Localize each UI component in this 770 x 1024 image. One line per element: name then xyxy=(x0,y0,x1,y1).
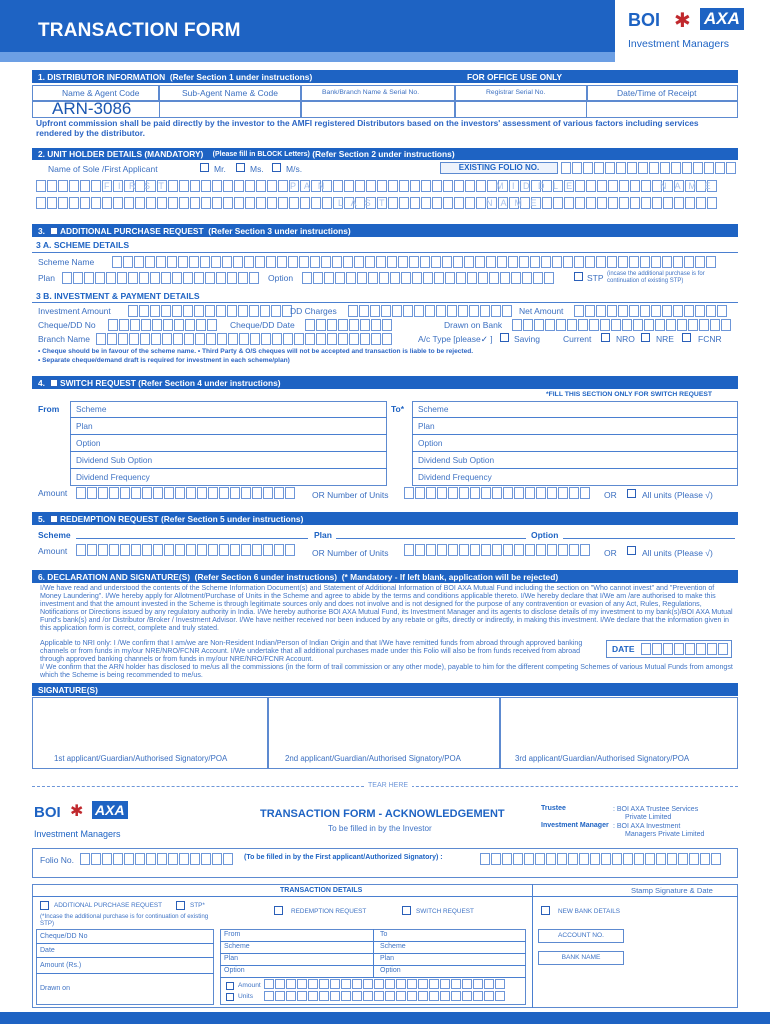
page-title: TRANSACTION FORM xyxy=(38,20,241,41)
option-boxes[interactable] xyxy=(302,272,555,284)
ack-account-no-field[interactable]: ACCOUNT NO. xyxy=(538,929,624,943)
dd-charges-boxes[interactable] xyxy=(348,305,513,317)
declaration-text: I/We have read and understood the contents of the Scheme Information Document(s) and Statement of Additional Information of BOI AXA Mutual Fund including the section on "Who cannot invest" and "Prevention of Money Laundering". I/We hereby apply for Allotment/Purchase of Units in the Scheme and agree to abide by the terms and conditions applicable thereto. I/We hereby declare that I/We am /are authorised to make this investment and that the amount invested in the Scheme is through legitimate sources only and does not involve and is not designed for the purpose of any contravention or evasion of any Act, Rules, Regulations, Notifications or Directions issued by any regulatory authority in India. I/We hereby authorise BOI AXA Mutual Fund, its Investment Manager and its agents to disclose details of my investment to my bank(s)/BOI AXA Mutual Fund's bank(s) and /or Distributor /Broker / Investment Advisor. I/We have neither received nor been induced by any rebate or gifts, directly or indirectly, in making this investment. I/We declare that the information given in this application form is correct, complete and truly stated. xyxy=(40,584,733,632)
cheque-no-boxes[interactable] xyxy=(108,319,218,331)
section6-header: 6. DECLARATION AND SIGNATURE(S) (Refer Section 6 under instructions) (* Mandatory - If left blank, application will be rejected) xyxy=(32,570,738,583)
switch-amount-boxes[interactable] xyxy=(76,487,296,499)
folio-boxes[interactable] xyxy=(561,162,737,174)
section3b-label: 3 B. INVESTMENT & PAYMENT DETAILS xyxy=(36,291,200,301)
ack-redemption-checkbox[interactable] xyxy=(274,906,283,915)
declaration-date[interactable]: DATE xyxy=(606,640,732,658)
ack-additional-checkbox[interactable] xyxy=(40,901,49,910)
section2-header: 2. UNIT HOLDER DETAILS (MANDATORY) (Please fill in BLOCK Letters) (Refer Section 2 under instructions) xyxy=(32,148,738,160)
ack-new-bank-checkbox[interactable] xyxy=(541,906,550,915)
mrs-checkbox[interactable] xyxy=(272,163,281,172)
scheme-name-boxes[interactable] xyxy=(112,256,717,268)
stp-checkbox[interactable] xyxy=(574,272,583,281)
ack-folio-boxes[interactable] xyxy=(80,853,234,865)
plan-boxes[interactable] xyxy=(62,272,260,284)
ack-amount-checkbox[interactable] xyxy=(226,981,234,990)
logo-axa: AXA xyxy=(700,8,744,30)
mr-checkbox[interactable] xyxy=(200,163,209,172)
redemption-checkbox[interactable] xyxy=(50,515,58,523)
section4-header: 4. SWITCH REQUEST (Refer Section 4 under instructions) xyxy=(32,376,738,389)
ack-amount-boxes[interactable] xyxy=(264,979,506,989)
applicant-name-label: Name of Sole /First Applicant xyxy=(48,164,158,174)
ms-checkbox[interactable] xyxy=(236,163,245,172)
star-icon: ✱ xyxy=(674,10,691,32)
ack-logo: BOI ✱ AXA Investment Managers xyxy=(34,801,134,841)
drawn-on-boxes[interactable] xyxy=(512,319,732,331)
nro-checkbox[interactable] xyxy=(641,333,650,342)
signatures-header: SIGNATURE(S) xyxy=(32,683,738,696)
ack-bank-name-field[interactable]: BANK NAME xyxy=(538,951,624,965)
redemption-all-units-checkbox[interactable] xyxy=(627,546,636,555)
ack-title: TRANSACTION FORM - ACKNOWLEDGEMENT xyxy=(260,808,505,820)
switch-units-boxes[interactable] xyxy=(404,487,591,499)
ack-star-icon: ✱ xyxy=(70,803,84,820)
logo xyxy=(628,8,763,58)
net-amount-boxes[interactable] xyxy=(574,305,728,317)
ack-units-checkbox[interactable] xyxy=(226,992,234,1001)
ack-stp-checkbox[interactable] xyxy=(176,901,185,910)
cheque-date-boxes[interactable] xyxy=(305,319,393,331)
redemption-scheme-line[interactable] xyxy=(76,538,308,539)
ack-folio-boxes-2[interactable] xyxy=(480,853,722,865)
section3-header: 3. ADDITIONAL PURCHASE REQUEST (Refer Section 3 under instructions) xyxy=(32,224,738,237)
branch-boxes[interactable] xyxy=(96,333,393,345)
additional-purchase-checkbox[interactable] xyxy=(50,227,58,235)
switch-checkbox[interactable] xyxy=(50,379,58,387)
existing-folio-label: EXISTING FOLIO NO. xyxy=(440,162,558,174)
redemption-plan-line[interactable] xyxy=(336,538,526,539)
redemption-units-boxes[interactable] xyxy=(404,544,591,556)
section5-header: 5. REDEMPTION REQUEST (Refer Section 5 under instructions) xyxy=(32,512,738,525)
section1-header: 1. DISTRIBUTOR INFORMATION (Refer Section 1 under instructions) FOR OFFICE USE ONLY xyxy=(32,70,738,83)
arn-row[interactable] xyxy=(32,101,738,118)
ack-units-boxes[interactable] xyxy=(264,991,506,1001)
arn-code: ARN-3086 xyxy=(52,99,132,118)
redemption-amount-boxes[interactable] xyxy=(76,544,296,556)
logo-tagline: Investment Managers xyxy=(628,38,729,50)
logo-boi: BOI xyxy=(628,10,661,30)
upfront-note: Upfront commission shall be paid directly by the investor to the AMFI registered Distributors based on the investors' assessment of various factors including services rendered by the distributor. xyxy=(36,118,699,138)
current-checkbox[interactable] xyxy=(601,333,610,342)
ack-switch-checkbox[interactable] xyxy=(402,906,411,915)
section3a-label: 3 A. SCHEME DETAILS xyxy=(36,240,130,250)
saving-checkbox[interactable] xyxy=(500,333,509,342)
nre-checkbox[interactable] xyxy=(682,333,691,342)
header-banner-light xyxy=(0,52,615,62)
inv-amount-boxes[interactable] xyxy=(128,305,293,317)
section1-columns: Name & Agent Code Sub-Agent Name & Code Bank/Branch Name & Serial No. Registrar Serial No. Date/Time of Receipt xyxy=(32,85,738,101)
footer-bar xyxy=(0,1012,770,1024)
redemption-option-line[interactable] xyxy=(563,538,735,539)
switch-all-units-checkbox[interactable] xyxy=(627,489,636,498)
